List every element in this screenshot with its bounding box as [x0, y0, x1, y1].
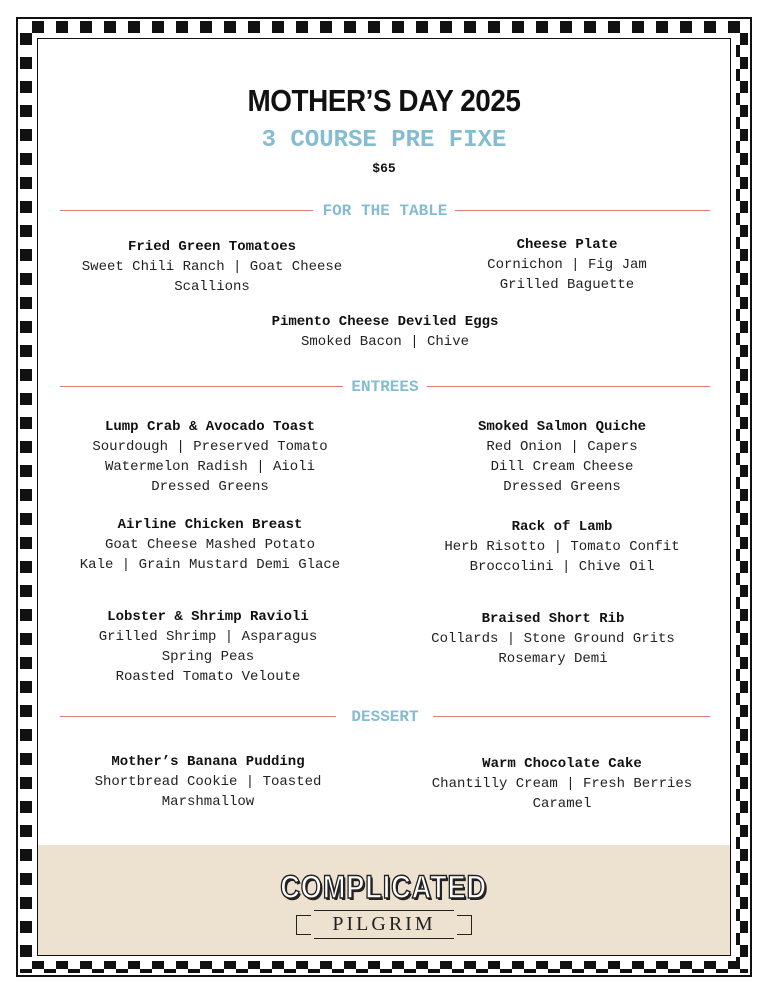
dish-detail: Herb Risotto | Tomato Confit	[444, 539, 680, 555]
dish-chocolate-cake	[412, 754, 712, 814]
dish-detail: Roasted Tomato Veloute	[115, 669, 301, 685]
logo-wordmark: COMPLICATED	[280, 869, 488, 905]
dish-detail: Caramel	[532, 796, 592, 812]
restaurant-logo	[38, 869, 730, 939]
dish-ravioli	[58, 607, 358, 687]
dish-detail: Smoked Bacon | Chive	[300, 334, 470, 350]
section-header-entrees	[60, 377, 710, 397]
dish-detail: Sourdough | Preserved Tomato	[92, 439, 328, 455]
dish-deviled-eggs	[212, 312, 558, 352]
dish-detail: Collards | Stone Ground Grits	[431, 631, 675, 647]
section-label: ENTREES	[351, 378, 419, 396]
dish-name: Lump Crab & Avocado Toast	[104, 419, 316, 435]
dish-rack-of-lamb	[412, 517, 712, 577]
dish-detail: Kale | Grain Mustard Demi Glace	[79, 557, 341, 573]
section-header-dessert	[60, 707, 710, 727]
dish-name: Lobster & Shrimp Ravioli	[107, 609, 309, 625]
dish-name: Cheese Plate	[516, 237, 618, 253]
menu-subtitle: 3 COURSE PRE FIXE	[261, 127, 507, 154]
dish-salmon-quiche	[412, 417, 712, 497]
dish-name: Pimento Cheese Deviled Eggs	[271, 314, 499, 330]
dish-name: Airline Chicken Breast	[117, 517, 303, 533]
dish-detail: Dressed Greens	[503, 479, 621, 495]
dish-chicken-breast	[60, 515, 360, 575]
dish-crab-toast	[60, 417, 360, 497]
section-label: FOR THE TABLE	[322, 202, 448, 220]
dish-detail: Grilled Baguette	[499, 277, 635, 293]
dish-detail: Spring Peas	[161, 649, 255, 665]
dish-detail: Dressed Greens	[151, 479, 269, 495]
dish-detail: Chantilly Cream | Fresh Berries	[431, 776, 693, 792]
dish-name: Fried Green Tomatoes	[127, 239, 297, 255]
logo-banner: PILGRIM	[314, 910, 453, 939]
dish-detail: Grilled Shrimp | Asparagus	[98, 629, 318, 645]
menu-title: MOTHER’S DAY 2025	[247, 83, 521, 118]
dish-short-rib	[403, 609, 703, 669]
dish-name: Mother’s Banana Pudding	[111, 754, 305, 770]
dish-detail: Dill Cream Cheese	[490, 459, 634, 475]
dish-detail: Scallions	[174, 279, 250, 295]
dish-detail: Shortbread Cookie | Toasted	[94, 774, 322, 790]
dish-detail: Broccolini | Chive Oil	[469, 559, 655, 575]
dish-name: Smoked Salmon Quiche	[477, 419, 647, 435]
dish-detail: Marshmallow	[161, 794, 255, 810]
dish-banana-pudding	[58, 752, 358, 812]
dish-detail: Red Onion | Capers	[486, 439, 638, 455]
menu-price: $65	[372, 161, 396, 176]
dish-name: Warm Chocolate Cake	[482, 756, 642, 772]
menu-card	[37, 38, 731, 956]
dish-name: Braised Short Rib	[481, 611, 625, 627]
section-header-table	[60, 201, 710, 221]
dish-detail: Rosemary Demi	[498, 651, 608, 667]
dish-cheese-plate	[412, 235, 722, 295]
section-label: DESSERT	[351, 708, 419, 726]
dish-detail: Watermelon Radish | Aioli	[104, 459, 316, 475]
dish-detail: Sweet Chili Ranch | Goat Cheese	[81, 259, 343, 275]
dish-name: Rack of Lamb	[511, 519, 613, 535]
dish-detail: Goat Cheese Mashed Potato	[104, 537, 316, 553]
dish-detail: Cornichon | Fig Jam	[487, 257, 647, 273]
dish-fried-green-tomatoes	[62, 237, 362, 297]
